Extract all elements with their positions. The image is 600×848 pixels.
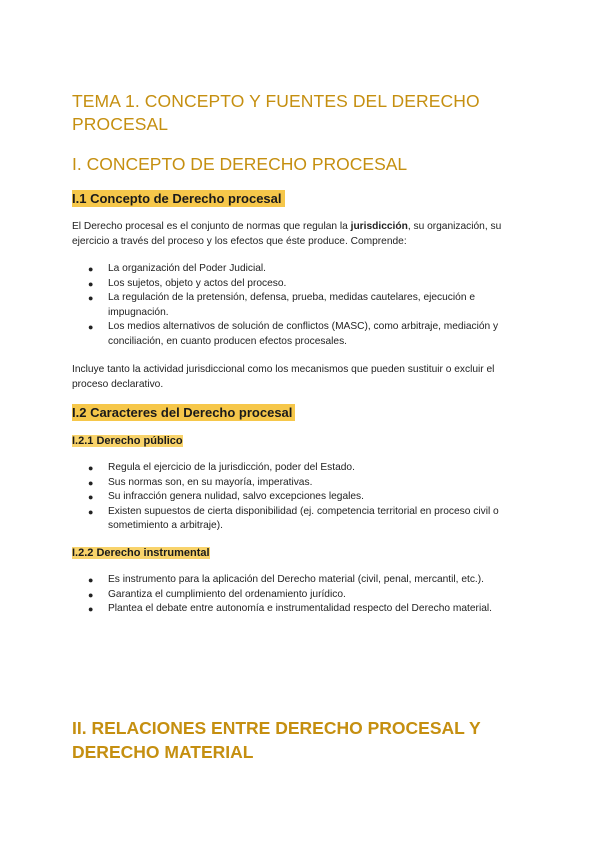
derecho-publico-list (72, 461, 532, 534)
list-item (72, 320, 532, 349)
list-item (72, 588, 532, 603)
list-item (72, 573, 532, 588)
list-item (72, 505, 532, 534)
bullet-icon: ● (88, 463, 94, 473)
section-heading-concepto: I. CONCEPTO DE DERECHO PROCESAL (72, 154, 408, 174)
list-item (72, 476, 532, 491)
list-item-text: Regula el ejercicio de la jurisdicción, poder del Estado. (108, 462, 355, 473)
list-item (72, 291, 532, 320)
list-item (72, 461, 532, 476)
list-item-text: Sus normas son, en su mayoría, imperativas. (108, 476, 313, 488)
intro-bold-term: jurisdicción (350, 221, 408, 232)
list-item-text: Garantiza el cumplimiento del ordenamiento jurídico. (108, 588, 346, 600)
bullet-icon: ● (88, 492, 94, 502)
highlighted-subheading-text: I.2.1 Derecho público (72, 435, 183, 447)
list-item (72, 490, 532, 505)
highlighted-heading-text: I.1 Concepto de Derecho procesal (72, 190, 285, 207)
list-item-text: Los medios alternativos de solución de conflictos (MASC), como arbitraje, mediación y conciliación, en cuanto producen efectos procesales. (108, 321, 499, 347)
list-item-text: Plantea el debate entre autonomía e instrumentalidad respecto del Derecho material. (108, 603, 492, 614)
intro-text-end: , su organización, su ejercicio a través del proceso y los efectos que éste produce. Comprende: (72, 221, 502, 247)
bullet-icon: ● (88, 477, 94, 488)
list-item (72, 262, 532, 277)
list-item-text: La regulación de la pretensión, defensa, prueba, medidas cautelares, ejecución e impugnación. (108, 292, 475, 318)
list-item (72, 277, 532, 292)
list-item (72, 602, 532, 617)
section-heading-relaciones: II. RELACIONES ENTRE DERECHO PROCESAL Y DERECHO MATERIAL (72, 718, 481, 762)
list-item-text: Los sujetos, objeto y actos del proceso. (108, 277, 287, 289)
bullet-icon: ● (88, 322, 94, 332)
document-title: TEMA 1. CONCEPTO Y FUENTES DEL DERECHO PROCESAL (72, 91, 480, 134)
closing-paragraph: Incluye tanto la actividad jurisdiccional como los mecanismos que pueden sustituir o excluir el proceso declarativo. (72, 364, 495, 390)
bullet-icon: ● (88, 575, 94, 585)
subsubsection-heading-1-2-2 (72, 546, 210, 560)
bullet-icon: ● (88, 264, 94, 274)
highlighted-heading-text: I.2 Caracteres del Derecho procesal (72, 404, 295, 421)
highlighted-subheading-text: I.2.2 Derecho instrumental (72, 547, 210, 559)
list-item-text: Es instrumento para la aplicación del Derecho material (civil, penal, mercantil, etc.). (108, 574, 484, 585)
bullet-icon: ● (88, 506, 94, 517)
comprende-list (72, 262, 532, 349)
subsubsection-heading-1-2-1 (72, 434, 183, 448)
intro-paragraph (72, 219, 532, 249)
bullet-icon: ● (88, 278, 94, 289)
bullet-icon: ● (88, 589, 94, 600)
bullet-icon: ● (88, 293, 94, 303)
intro-text-start: El Derecho procesal es el conjunto de normas que regulan la (72, 221, 351, 232)
subsection-heading-1-1 (72, 190, 285, 208)
list-item-text: Existen supuestos de cierta disponibilidad (ej. competencia territorial en proceso civil o sometimiento a arbitraje). (108, 505, 499, 531)
derecho-instrumental-list (72, 573, 532, 617)
bullet-icon: ● (88, 604, 94, 614)
subsection-heading-1-2 (72, 404, 295, 422)
list-item-text: La organización del Poder Judicial. (108, 263, 267, 274)
list-item-text: Su infracción genera nulidad, salvo excepciones legales. (108, 491, 364, 502)
